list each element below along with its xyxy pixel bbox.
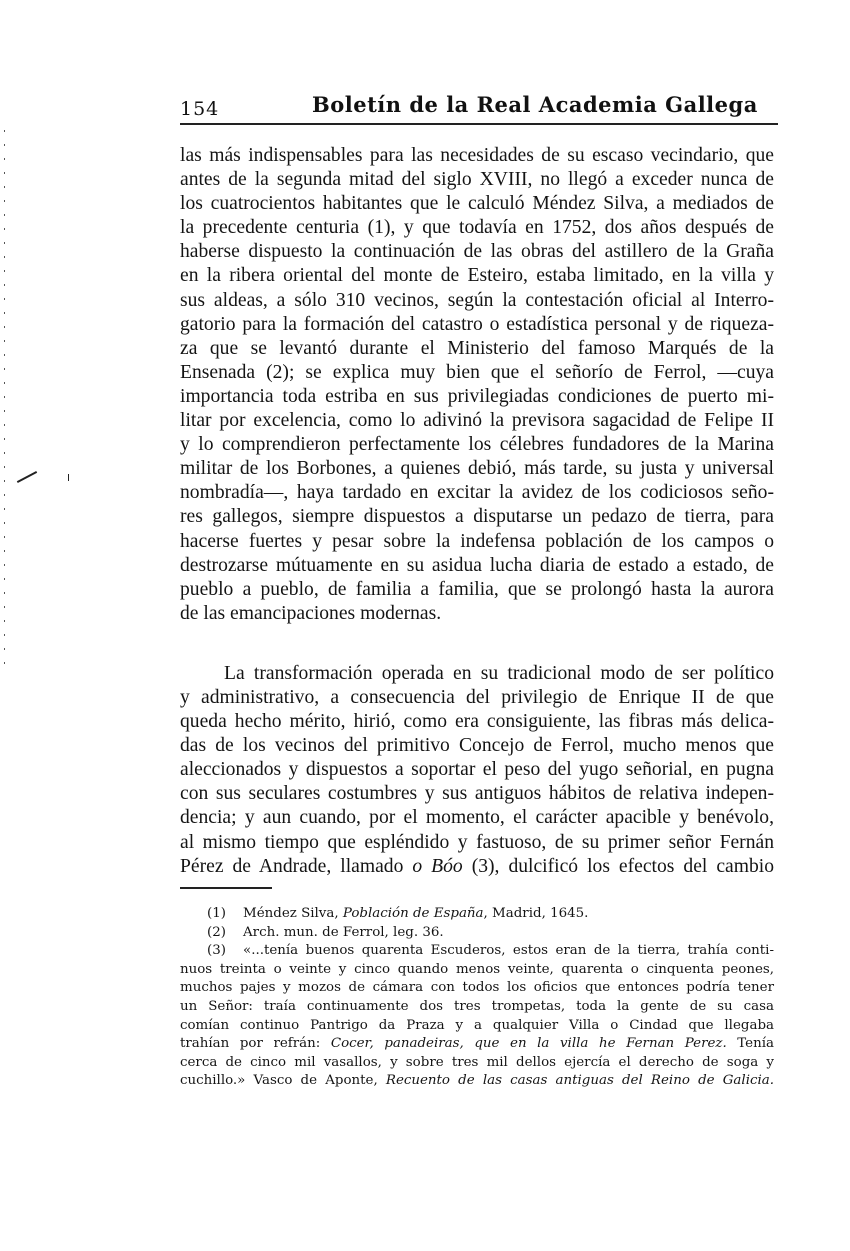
text-line: aleccionados y dispuestos a soportar el peso del yugo señorial, en pugna xyxy=(180,759,774,781)
footnote-number: (3) xyxy=(207,943,226,959)
footnote-number: (2) xyxy=(207,924,226,940)
text-run: , no llegó a exceder nunca de xyxy=(527,169,774,191)
text-line: queda hecho mérito, hirió, como era consiguiente, las fibras más delica- xyxy=(180,711,774,733)
footnote-2 xyxy=(180,924,774,943)
text-run: «...tenía buenos quarenta Escuderos, estos eran de la tierra, trahía conti- xyxy=(243,943,774,959)
scan-artifact-stroke xyxy=(68,474,69,481)
footnote-line: un Señor: traía continuamente dos tres trompetas, toda la gente de su casa xyxy=(180,998,774,1014)
footnote-line xyxy=(180,942,774,961)
text-line: la precedente centuria (1), y que todavía en 1752, dos años después de xyxy=(180,217,774,239)
text-run: trahían por refrán: xyxy=(180,1036,331,1052)
text-run: (3), dulcificó los efectos del cambio xyxy=(462,855,774,877)
text-line: con sus seculares costumbres y sus antiguos hábitos de relativa indepen- xyxy=(180,783,774,805)
text-line: litar por excelencia, como lo adivinó la previsora sagacidad de Felipe II xyxy=(180,410,774,432)
text-run: cuchillo.» Vasco de Aponte, xyxy=(180,1073,386,1089)
text-run: antes de la segunda mitad del siglo xyxy=(180,169,480,191)
footnote-line: muchos pajes y mozos de cámara con todos los oficios que entonces podría tener xyxy=(180,980,774,996)
cited-title: Población de España xyxy=(342,906,484,921)
text-line: res gallegos, siempre dispuestos a disputarse un pedazo de tierra, para xyxy=(180,506,774,528)
paragraph-1 xyxy=(180,144,774,626)
text-line: das de los vecinos del primitivo Concejo de Ferrol, mucho menos que xyxy=(180,735,774,757)
footnote-number: (1) xyxy=(207,906,226,921)
footnote-3 xyxy=(180,942,774,1091)
paragraph-gap xyxy=(180,626,774,662)
body-text xyxy=(180,144,774,879)
footnote-1 xyxy=(180,905,774,924)
footnote-line xyxy=(180,1072,774,1091)
text-line: destrozarse mútuamente en su asidua lucha diaria de estado a estado, de xyxy=(180,554,774,576)
text-run: , Madrid, 1645. xyxy=(483,906,589,921)
text-line xyxy=(180,855,774,879)
text-line: los cuatrocientos habitantes que le calculó Méndez Silva, a mediados de xyxy=(180,193,774,215)
footnote-line: nuos treinta o veinte y cinco quando menos veinte, quarenta o cinquenta peones, xyxy=(180,961,774,977)
text-line: haberse dispuesto la continuación de las obras del astillero de la Graña xyxy=(180,241,774,263)
text-line: de las emancipaciones modernas. xyxy=(180,602,442,624)
text-line: las más indispensables para las necesidades de su escaso vecindario, que xyxy=(180,145,774,166)
header-rule xyxy=(180,123,778,125)
text-line: hacerse fuertes y pesar sobre la indefensa población de los campos o xyxy=(180,530,774,552)
footnote-rule xyxy=(180,887,272,889)
text-line: al mismo tiempo que espléndido y fastuoso, de su primer señor Fernán xyxy=(180,831,774,853)
text-line: importancia toda estriba en sus privilegiadas condiciones de puerto mi- xyxy=(180,385,774,407)
text-line: y lo comprendieron perfectamente los célebres fundadores de la Marina xyxy=(180,434,774,456)
footnotes xyxy=(180,905,774,1091)
text-run: Pérez de Andrade, llamado xyxy=(180,855,413,877)
text-line xyxy=(180,168,774,192)
text-line: La transformación operada en su tradicional modo de ser político xyxy=(224,662,774,684)
scan-artifact-stroke xyxy=(17,471,37,483)
text-line: nombradía—, haya tardado en excitar la avidez de los codiciosos seño- xyxy=(180,482,774,504)
text-line: za que se levantó durante el Ministerio del famoso Marqués de la xyxy=(180,337,774,359)
text-line: dencia; y aun cuando, por el momento, el carácter apacible y benévolo, xyxy=(180,807,774,829)
page-header xyxy=(180,92,775,122)
footnote-line xyxy=(180,1035,774,1054)
page-number: 154 xyxy=(180,98,220,120)
text-line: gatorio para la formación del catastro o estadística personal y de riqueza- xyxy=(180,313,774,335)
text-line: Ensenada (2); se explica muy bien que el señorío de Ferrol, —cuya xyxy=(180,361,774,383)
text-run: Méndez Silva, xyxy=(243,906,343,921)
cited-title: Recuento de las casas antiguas del Reino de Galicia. xyxy=(385,1073,774,1089)
nickname-italic: o Bóo xyxy=(412,855,463,877)
paragraph-2 xyxy=(180,662,774,879)
footnote-line: comían continuo Pantrigo da Praza y a qualquier Villa o Cindad que llegaba xyxy=(180,1017,774,1033)
proverb-italic: Cocer, panadeiras, que en la villa he Fernan Perez. xyxy=(330,1036,727,1052)
text-line: sus aldeas, a sólo 310 vecinos, según la contestación oficial al Interro- xyxy=(180,289,774,311)
text-line: pueblo a pueblo, de familia a familia, que se prolongó hasta la aurora xyxy=(180,578,774,600)
scan-artifact-dotted-edge xyxy=(4,130,5,670)
century-numeral: XVIII xyxy=(479,169,528,191)
running-head-title: Boletín de la Real Academia Gallega xyxy=(312,92,758,117)
footnote-line: cerca de cinco mil vasallos, y sobre tres mil dellos ejercía el derecho de soga y xyxy=(180,1054,774,1070)
text-line: y administrativo, a consecuencia del privilegio de Enrique II de que xyxy=(180,686,774,708)
text-line: en la ribera oriental del monte de Esteiro, estaba limitado, en la villa y xyxy=(180,265,774,287)
text-run: Tenía xyxy=(726,1036,774,1052)
text-line: militar de los Borbones, a quienes debió, más tarde, su justa y universal xyxy=(180,458,774,480)
text-run: Arch. mun. de Ferrol, leg. 36. xyxy=(243,924,444,940)
